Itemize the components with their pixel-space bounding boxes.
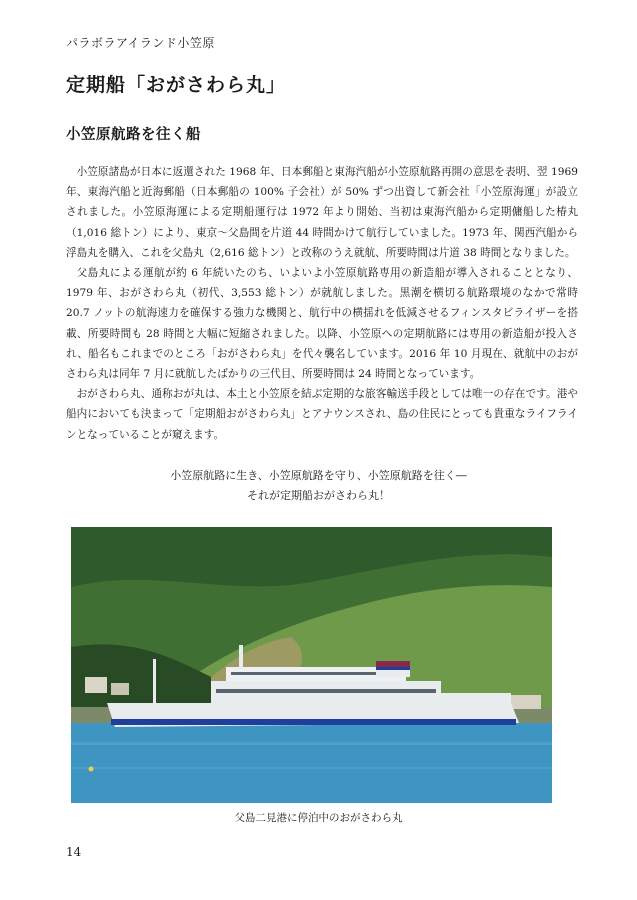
photo-caption: 父島二見港に停泊中のおがさわら丸 (234, 812, 403, 824)
article-body (66, 162, 578, 445)
ship-photo (71, 527, 552, 803)
ship-photo-illustration (71, 527, 552, 803)
section-heading: 小笠原航路を往く船 (66, 127, 201, 143)
paragraph-1: 小笠原諸島が日本に返還された 1968 年、日本郵船と東海汽船が小笠原航路再開の意思を表明、翌 1969 年、東海汽船と近海郵船（日本郵船の 100% 子会社）が 50% ずつ出資して新会社「小笠原海運」が設立されました。小笠原海運による定期船運行は 1972 年より開始、当初は東海汽船から定期傭船した椿丸（1,016 総トン）により、東京〜父島間を片道 44 時間かけて航行していました。1973 年、関西汽船から浮島丸を購入、これを父島丸（2,616 総トン）と改称のうえ就航、所要時間は片道 38 時間となりました。 (66, 166, 578, 259)
tagline-line-1: 小笠原航路に生き、小笠原航路を守り、小笠原航路を往く― (170, 469, 467, 482)
page-number: 14 (66, 845, 82, 859)
paragraph-2: 父島丸による運航が約 6 年続いたのち、いよいよ小笠原航路専用の新造船が導入されることとなり、1979 年、おがさわら丸（初代、3,553 総トン）が就航しました。黒潮を横切る航路環境のなかで常時 20.7 ノットの航海速力を確保する強力な機関と、航行中の横揺れを低減させるフィンスタビライザーを搭載、所要時間も 28 時間と大幅に短縮されました。以降、小笠原への定期航路には専用の新造船が投入され、船名もこれまでのところ「おがさわら丸」を代々襲名しています。2016 年 10 月現在、就航中のおがさわら丸は同年 7 月に就航したばかりの三代目、所要時間は 24 時間となっています。 (66, 267, 578, 381)
page-title: 定期船「おがさわら丸」 (66, 74, 287, 96)
paragraph-3: おがさわら丸、通称おが丸は、本土と小笠原を結ぶ定期的な旅客輸送手段としては唯一の存在です。港や船内においても決まって「定期船おがさわら丸」とアナウンスされ、島の住民にとっても貴重なライフラインとなっていることが窺えます。 (66, 388, 578, 441)
tagline-line-2: それが定期船おがさわら丸！ (247, 489, 390, 502)
running-header: パラボラアイランド小笠原 (66, 36, 215, 50)
tagline (0, 466, 637, 506)
